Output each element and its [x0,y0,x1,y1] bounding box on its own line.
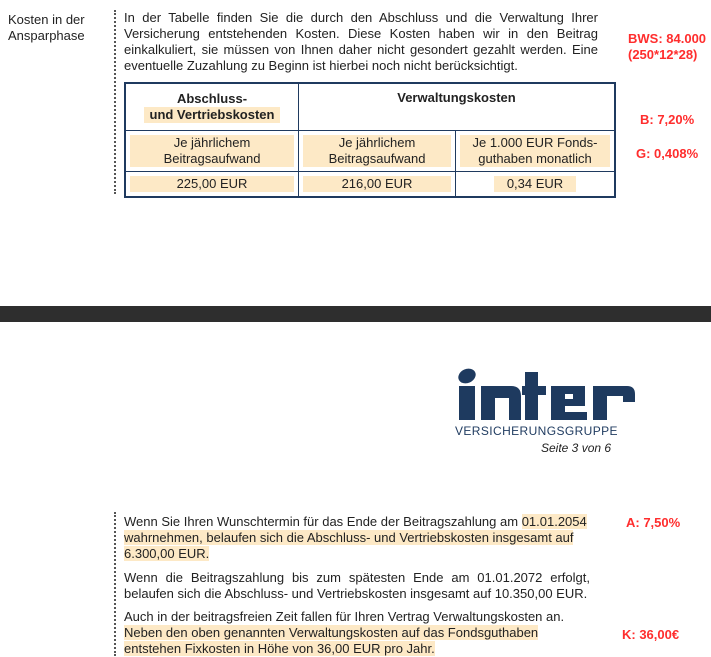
header-admin [299,83,616,131]
value-cell: 0,34 EUR [456,172,616,198]
intro-paragraph: In der Tabelle finden Sie die durch den Abschluss und die Verwaltung Ihrer Versicherung entstehenden Kosten. Diese Kosten haben wir in den Beitrag einkalkuliert, sie müssen von Ihnen daher nicht gesondert gezahlt werden. Eine eventuelle Zuzahlung zu Beginn ist hierbei noch nicht berücksichtigt. [124,10,598,73]
dotted-divider [114,512,116,656]
inter-logo [455,368,635,420]
highlighted-text: wahrnehmen, belaufen sich die Abschluss- und Vertriebskosten insgesamt auf 6.300,00 EUR. [124,530,574,561]
note-g: G: 0,408% [636,146,699,161]
subheader-cell [299,131,456,172]
paragraph-spaetestes-ende: Wenn die Beitragszahlung bis zum spätesten Ende am 01.01.2072 erfolgt, belaufen sich die Abschluss- und Vertriebskosten insgesamt auf 10.350,00 EUR. [124,570,590,601]
note-bws: BWS: 84.000 [628,31,707,46]
section-label: Kosten in der Ansparphase [8,12,85,43]
header-acquisition [125,83,299,131]
sub1-line2: Beitragsaufwand [163,151,261,166]
sub2-line1: Je jährlichem [338,135,416,150]
subheader-cell [125,131,299,172]
page-break-bar [0,306,711,322]
header-acquisition-line1: Abschluss- [176,91,248,106]
sub3-line1: Je 1.000 EUR Fonds- [472,135,598,150]
note-k: K: 36,00€ [622,627,680,642]
dotted-divider [114,10,116,194]
costs-table [124,82,616,198]
logo-subtitle: VERSICHERUNGSGRUPPE [455,424,618,438]
note-bws-formula: (250*12*28) [628,47,698,62]
subheader-cell [456,131,616,172]
header-acquisition-line2: und Vertriebskosten [144,107,281,123]
sub3-line2: guthaben monatlich [478,151,592,166]
paragraph-wunschtermin: Wenn Sie Ihren Wunschtermin für das Ende der Beitragszahlung am 01.01.2054 wahrnehmen, belaufen sich die Abschluss- und Vertriebskosten insgesamt auf 6.300,00 EUR. [124,514,587,561]
highlighted-text: Neben den oben genannten Verwaltungskosten auf das Fondsguthaben entstehen Fixkosten in Höhe von 36,00 EUR pro Jahr. [124,625,539,656]
sub1-line1: Je jährlichem [173,135,251,150]
page-number: Seite 3 von 6 [541,441,612,455]
header-admin-label: Verwaltungskosten [397,90,516,105]
value-cell: 225,00 EUR [125,172,299,198]
highlighted-date: 01.01.2054 [521,514,587,529]
value-cell: 216,00 EUR [299,172,456,198]
note-b: B: 7,20% [640,112,695,127]
note-a: A: 7,50% [626,515,681,530]
paragraph-beitragsfrei: Auch in der beitragsfreien Zeit fallen für Ihren Vertrag Verwaltungskosten an. Neben den oben genannten Verwaltungskosten auf das Fondsguthaben entstehen Fixkosten in Höhe von 36,00 EUR pro Jahr. [124,609,565,656]
sub2-line2: Beitragsaufwand [328,151,426,166]
